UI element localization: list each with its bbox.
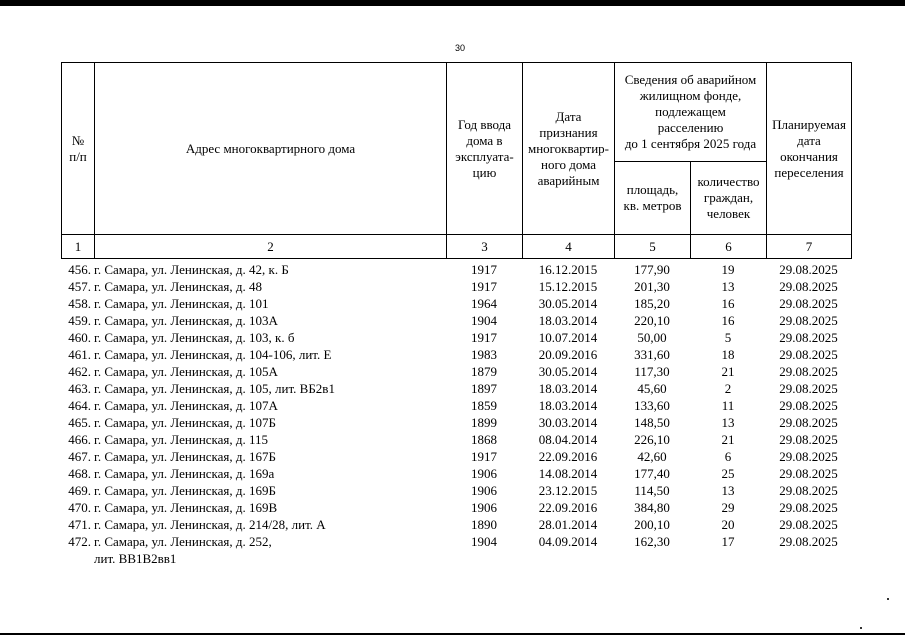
row-area: 117,30 bbox=[634, 364, 670, 379]
row-year: 1859 bbox=[471, 398, 497, 413]
row-planned-date: 29.08.2025 bbox=[779, 381, 838, 396]
row-area: 177,40 bbox=[634, 466, 670, 481]
row-number: 469. bbox=[68, 483, 91, 498]
row-planned-date: 29.08.2025 bbox=[779, 517, 838, 532]
row-people: 16 bbox=[721, 313, 735, 328]
row-year: 1879 bbox=[471, 364, 497, 379]
row-number: 468. bbox=[68, 466, 91, 481]
table-row bbox=[61, 295, 851, 312]
header-area: площадь, кв. метров bbox=[615, 162, 691, 235]
row-area: 133,60 bbox=[634, 398, 670, 413]
table-row bbox=[61, 312, 851, 329]
row-area: 177,90 bbox=[634, 262, 670, 277]
row-number: 457. bbox=[68, 279, 91, 294]
header-planned-date: Планируемая дата окончания переселения bbox=[767, 63, 852, 235]
row-recognition-date: 22.09.2016 bbox=[538, 500, 598, 515]
row-recognition-date: 23.12.2015 bbox=[538, 483, 598, 498]
row-area: 200,10 bbox=[634, 517, 670, 532]
row-year: 1906 bbox=[471, 466, 497, 481]
row-area: 148,50 bbox=[634, 415, 670, 430]
row-people: 13 bbox=[721, 415, 735, 430]
header-fund-info: Сведения об аварийном жилищном фонде, подлежащем расселению до 1 сентября 2025 года bbox=[615, 63, 767, 162]
row-planned-date: 29.08.2025 bbox=[779, 330, 838, 345]
row-year: 1983 bbox=[471, 347, 497, 362]
scan-border-top bbox=[0, 0, 905, 6]
table-row bbox=[61, 533, 851, 567]
row-planned-date: 29.08.2025 bbox=[779, 313, 838, 328]
row-recognition-date: 08.04.2014 bbox=[538, 432, 598, 447]
table-row bbox=[61, 346, 851, 363]
row-area: 220,10 bbox=[634, 313, 670, 328]
row-year: 1904 bbox=[471, 313, 497, 328]
row-number: 462. bbox=[68, 364, 91, 379]
row-year: 1906 bbox=[471, 500, 497, 515]
row-people: 18 bbox=[721, 347, 735, 362]
row-address: г. Самара, ул. Ленинская, д. 169а bbox=[94, 466, 275, 481]
row-year: 1897 bbox=[471, 381, 497, 396]
row-recognition-date: 28.01.2014 bbox=[538, 517, 598, 532]
table-header bbox=[61, 62, 852, 259]
row-recognition-date: 18.03.2014 bbox=[538, 398, 598, 413]
row-address: г. Самара, ул. Ленинская, д. 105А bbox=[94, 364, 278, 379]
table-row bbox=[61, 482, 851, 499]
row-number: 472. bbox=[68, 534, 91, 549]
row-area: 384,80 bbox=[634, 500, 670, 515]
table-row bbox=[61, 261, 851, 278]
row-recognition-date: 15.12.2015 bbox=[538, 279, 598, 294]
row-area: 331,60 bbox=[634, 347, 670, 362]
scan-speck bbox=[860, 627, 862, 629]
row-recognition-date: 16.12.2015 bbox=[538, 262, 598, 277]
row-year: 1868 bbox=[471, 432, 497, 447]
row-area: 114,50 bbox=[634, 483, 670, 498]
row-number: 458. bbox=[68, 296, 91, 311]
row-planned-date: 29.08.2025 bbox=[779, 296, 838, 311]
row-people: 20 bbox=[721, 517, 735, 532]
table-row bbox=[61, 516, 851, 533]
row-people: 19 bbox=[721, 262, 735, 277]
row-recognition-date: 30.05.2014 bbox=[538, 296, 598, 311]
row-people: 6 bbox=[724, 449, 732, 464]
row-recognition-date: 30.05.2014 bbox=[538, 364, 598, 379]
row-area: 42,60 bbox=[637, 449, 667, 464]
row-recognition-date: 20.09.2016 bbox=[538, 347, 598, 362]
row-people: 13 bbox=[721, 483, 735, 498]
row-planned-date: 29.08.2025 bbox=[779, 534, 838, 549]
row-year: 1904 bbox=[471, 534, 497, 549]
row-year: 1917 bbox=[471, 262, 497, 277]
row-year: 1906 bbox=[471, 483, 497, 498]
header-address: Адрес многоквартирного дома bbox=[95, 63, 447, 235]
header-recognition-date: Дата признания многоквартир- ного дома аварийным bbox=[523, 63, 615, 235]
row-people: 2 bbox=[724, 381, 732, 396]
column-number: 1 bbox=[62, 235, 95, 259]
row-address: г. Самара, ул. Ленинская, д. 104-106, лит. Е bbox=[94, 347, 332, 362]
row-number: 463. bbox=[68, 381, 91, 396]
row-area: 162,30 bbox=[634, 534, 670, 549]
row-number: 464. bbox=[68, 398, 91, 413]
row-recognition-date: 14.08.2014 bbox=[538, 466, 598, 481]
row-address: г. Самара, ул. Ленинская, д. 252, лит. ВВ1В2вв1 bbox=[94, 534, 272, 566]
scan-speck bbox=[887, 598, 889, 600]
row-planned-date: 29.08.2025 bbox=[779, 364, 838, 379]
column-number: 7 bbox=[767, 235, 852, 259]
row-year: 1890 bbox=[471, 517, 497, 532]
row-planned-date: 29.08.2025 bbox=[779, 415, 838, 430]
row-address: г. Самара, ул. Ленинская, д. 42, к. Б bbox=[94, 262, 289, 277]
row-number: 470. bbox=[68, 500, 91, 515]
row-number: 461. bbox=[68, 347, 91, 362]
row-address: г. Самара, ул. Ленинская, д. 169В bbox=[94, 500, 278, 515]
row-year: 1917 bbox=[471, 449, 497, 464]
header-number: № п/п bbox=[62, 63, 95, 235]
row-address: г. Самара, ул. Ленинская, д. 107Б bbox=[94, 415, 276, 430]
row-address: г. Самара, ул. Ленинская, д. 48 bbox=[94, 279, 263, 294]
row-people: 5 bbox=[724, 330, 732, 345]
row-planned-date: 29.08.2025 bbox=[779, 449, 838, 464]
table-row bbox=[61, 380, 851, 397]
table-row bbox=[61, 431, 851, 448]
row-planned-date: 29.08.2025 bbox=[779, 466, 838, 481]
table-row bbox=[61, 448, 851, 465]
table-row bbox=[61, 363, 851, 380]
row-recognition-date: 18.03.2014 bbox=[538, 381, 598, 396]
column-number: 5 bbox=[615, 235, 691, 259]
table-row bbox=[61, 499, 851, 516]
row-recognition-date: 10.07.2014 bbox=[538, 330, 598, 345]
row-people: 29 bbox=[721, 500, 735, 515]
row-recognition-date: 04.09.2014 bbox=[538, 534, 598, 549]
row-number: 459. bbox=[68, 313, 91, 328]
row-people: 21 bbox=[721, 432, 735, 447]
row-people: 17 bbox=[721, 534, 735, 549]
row-year: 1917 bbox=[471, 330, 497, 345]
row-area: 185,20 bbox=[634, 296, 670, 311]
row-people: 25 bbox=[721, 466, 735, 481]
column-number-row bbox=[62, 235, 852, 259]
row-planned-date: 29.08.2025 bbox=[779, 483, 838, 498]
row-address: г. Самара, ул. Ленинская, д. 105, лит. ВБ2в1 bbox=[94, 381, 335, 396]
row-people: 13 bbox=[721, 279, 735, 294]
row-address: г. Самара, ул. Ленинская, д. 101 bbox=[94, 296, 269, 311]
column-number: 3 bbox=[447, 235, 523, 259]
row-planned-date: 29.08.2025 bbox=[779, 262, 838, 277]
header-year: Год ввода дома в эксплуата- цию bbox=[447, 63, 523, 235]
row-year: 1917 bbox=[471, 279, 497, 294]
scan-border-bottom bbox=[0, 633, 905, 635]
row-area: 201,30 bbox=[634, 279, 670, 294]
row-address: г. Самара, ул. Ленинская, д. 169Б bbox=[94, 483, 276, 498]
row-number: 466. bbox=[68, 432, 91, 447]
row-address: г. Самара, ул. Ленинская, д. 103, к. б bbox=[94, 330, 295, 345]
row-number: 460. bbox=[68, 330, 91, 345]
column-number: 2 bbox=[95, 235, 447, 259]
row-number: 456. bbox=[68, 262, 91, 277]
row-planned-date: 29.08.2025 bbox=[779, 279, 838, 294]
row-address: г. Самара, ул. Ленинская, д. 115 bbox=[94, 432, 269, 447]
row-year: 1899 bbox=[471, 415, 497, 430]
row-people: 11 bbox=[721, 398, 735, 413]
row-recognition-date: 22.09.2016 bbox=[538, 449, 598, 464]
column-number: 6 bbox=[691, 235, 767, 259]
row-number: 465. bbox=[68, 415, 91, 430]
row-number: 467. bbox=[68, 449, 91, 464]
row-year: 1964 bbox=[471, 296, 497, 311]
row-planned-date: 29.08.2025 bbox=[779, 432, 838, 447]
table-row bbox=[61, 278, 851, 295]
table-row bbox=[61, 397, 851, 414]
row-number: 471. bbox=[68, 517, 91, 532]
row-address: г. Самара, ул. Ленинская, д. 167Б bbox=[94, 449, 276, 464]
row-planned-date: 29.08.2025 bbox=[779, 347, 838, 362]
row-address: г. Самара, ул. Ленинская, д. 214/28, лит. А bbox=[94, 517, 326, 532]
page-number: 30 bbox=[454, 43, 465, 53]
row-recognition-date: 18.03.2014 bbox=[538, 313, 598, 328]
row-people: 21 bbox=[721, 364, 735, 379]
row-area: 50,00 bbox=[637, 330, 667, 345]
table-row bbox=[61, 465, 851, 482]
table-row bbox=[61, 414, 851, 431]
row-address: г. Самара, ул. Ленинская, д. 107А bbox=[94, 398, 278, 413]
housing-table bbox=[61, 261, 851, 567]
row-area: 45,60 bbox=[637, 381, 667, 396]
row-address: г. Самара, ул. Ленинская, д. 103А bbox=[94, 313, 278, 328]
row-area: 226,10 bbox=[634, 432, 670, 447]
column-number: 4 bbox=[523, 235, 615, 259]
row-recognition-date: 30.03.2014 bbox=[538, 415, 598, 430]
row-people: 16 bbox=[721, 296, 735, 311]
row-planned-date: 29.08.2025 bbox=[779, 398, 838, 413]
header-people: количество граждан, человек bbox=[691, 162, 767, 235]
table-row bbox=[61, 329, 851, 346]
row-planned-date: 29.08.2025 bbox=[779, 500, 838, 515]
